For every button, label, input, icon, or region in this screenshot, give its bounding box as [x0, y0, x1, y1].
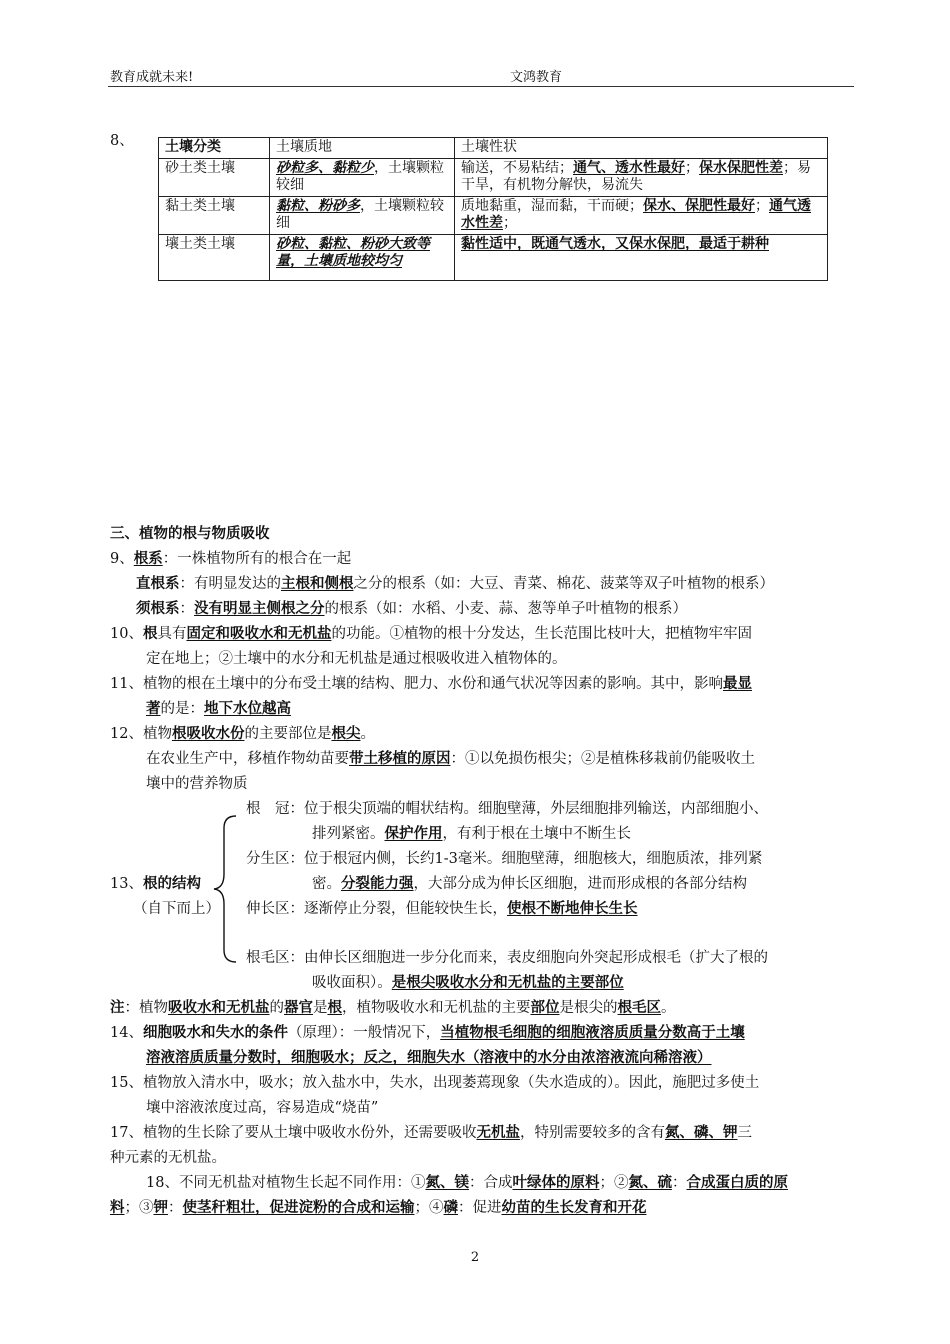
- paragraph-15-cont: 壤中溶液浓度过高，容易造成“烧苗”: [146, 1100, 379, 1116]
- key-phrase: 没有明显主侧根之分: [194, 600, 325, 617]
- root-hair-row-cont: [312, 971, 624, 995]
- key-phrase: 器官: [284, 999, 313, 1016]
- zone-name: 分生区：: [246, 851, 304, 867]
- props-key: 黏性适中，既通气透水，又保水保肥，最适于耕种: [461, 236, 769, 252]
- key-phrase: 根: [327, 999, 342, 1016]
- key-phrase: 根吸收水份: [171, 725, 245, 742]
- paragraph-10-cont: 定在地上；②土壤中的水分和无机盐是通过根吸收进入植物体的。: [146, 651, 567, 667]
- root-hair-row: [246, 946, 768, 970]
- props-rest: ；易干旱，有机物分解快，易流失: [461, 160, 811, 193]
- header-rule: [108, 86, 854, 87]
- text: （原理）：一般情况下，: [287, 1025, 441, 1041]
- texture-rest: ，土壤颗粒较细: [276, 160, 444, 193]
- soil-type: 黏土类土壤: [159, 197, 270, 235]
- text: ，特别需要较多的含有: [519, 1125, 665, 1141]
- paragraph-14: [110, 1021, 745, 1045]
- paragraph-9: [110, 547, 351, 571]
- text: ，有利于根在土壤中不断生长: [442, 826, 631, 842]
- table-header: 土壤分类: [159, 138, 270, 159]
- key-phrase: 无机盐: [476, 1124, 520, 1141]
- paragraph-14-cont: [146, 1046, 712, 1070]
- text: 吸收面积）。: [312, 975, 392, 991]
- key-phrase: 带土移植的原因: [349, 750, 451, 767]
- props-key: 通气透水性差: [461, 198, 811, 231]
- item-num: 13、: [110, 876, 143, 892]
- text: 是: [313, 1000, 328, 1016]
- soil-props: [455, 159, 828, 197]
- soil-table: [158, 137, 828, 281]
- soil-texture: [270, 197, 455, 235]
- note-label: 注: [110, 999, 125, 1016]
- text: 由伸长区细胞进一步分化而来，表皮细胞向外突起形成根毛（扩大了根的: [304, 950, 768, 966]
- text: 之分的根系（如：大豆、青菜、棉花、菠菜等双子叶植物的根系）: [353, 576, 774, 592]
- text: 的是：: [160, 701, 204, 717]
- table-header: 土壤性状: [455, 138, 828, 159]
- props-plain: 质地黏重，湿而黏，干而硬；: [461, 198, 643, 214]
- brace-icon: [210, 814, 240, 964]
- key-phrase: 使根不断地伸长生长: [507, 900, 638, 917]
- key-phrase: 是根尖吸收水分和无机盐的主要部位: [391, 974, 624, 991]
- props-plain: 输送，不易粘结；: [461, 160, 573, 176]
- text: ：促进: [458, 1200, 502, 1216]
- text: 的功能。①植物的根十分发达，生长范围比枝叶大，把植物牢牢固: [331, 626, 752, 642]
- paragraph-15: 15、植物放入清水中，吸水；放入盐水中，失水，出现萎蔫现象（失水造成的）。因此，施肥过多使土: [110, 1075, 760, 1091]
- text: 位于根冠内侧，长约1-3毫米。细胞壁薄，细胞核大，细胞质浓，排列紧: [304, 851, 763, 867]
- term: 根系: [133, 550, 163, 567]
- key-phrase: 合成蛋白质的原: [686, 1174, 788, 1191]
- table-row: [159, 197, 828, 235]
- item-num: 14、: [110, 1025, 143, 1041]
- key-phrase: 保护作用: [384, 825, 443, 842]
- elongation-row: [246, 897, 638, 921]
- texture-key: 砂粒、黏粒、粉砂大致等量，土壤质地较均匀: [276, 236, 430, 269]
- key-phrase: 幼苗的生长发育和开花: [501, 1199, 647, 1216]
- text: 的根系（如：水稻、小麦、蒜、葱等单子叶植物的根系）: [324, 601, 687, 617]
- text: 11、植物的根在土壤中的分布受土壤的结构、肥力、水份和通气状况等因素的影响。其中，影响: [110, 676, 723, 692]
- text: ，植物吸收水和无机盐的主要: [342, 1000, 531, 1016]
- soil-props: [455, 197, 828, 235]
- props-rest: ；: [503, 215, 517, 231]
- text: ：合成: [468, 1175, 513, 1191]
- text: 排列紧密。: [312, 826, 385, 842]
- paragraph-9b: [136, 597, 687, 621]
- text: 逐渐停止分裂，但能较快生长，: [304, 901, 507, 917]
- key-phrase: 溶液溶质质量分数时，细胞吸水；反之，细胞失水（溶液中的水分由浓溶液流向稀溶液）: [146, 1049, 712, 1066]
- texture-key: 黏粒、粉砂多: [276, 198, 360, 214]
- term: 须根系: [136, 600, 180, 617]
- paragraph-11: [110, 672, 752, 696]
- meristem-row: [246, 847, 762, 871]
- props-sep: ；: [685, 160, 699, 176]
- paragraph-10: [110, 622, 752, 646]
- text: ：有明显发达的: [179, 576, 281, 592]
- page-number: 2: [470, 1250, 480, 1265]
- zone-name: 根毛区：: [246, 950, 304, 966]
- header-center: 文鸿教育: [510, 70, 563, 85]
- item-num: 10、: [110, 626, 143, 642]
- text: ；③: [124, 1200, 154, 1216]
- paragraph-13-title: [110, 872, 201, 896]
- root-cap-row: [246, 797, 768, 821]
- key-phrase: 固定和吸收水和无机盐: [186, 625, 332, 642]
- key-phrase: 主根和侧根: [281, 575, 354, 592]
- paragraph-18: [146, 1171, 788, 1195]
- paragraph-17-cont: 种元素的无机盐。: [110, 1150, 226, 1166]
- header-left: 教育成就未来!: [110, 70, 194, 85]
- term: 直根系: [136, 575, 180, 592]
- key-phrase: 氮、硫: [628, 1174, 672, 1191]
- text: 12、植物: [110, 726, 172, 742]
- paragraph-18-cont: [110, 1196, 647, 1220]
- paragraph-11-cont: [146, 697, 291, 721]
- key-phrase: 著: [146, 700, 161, 717]
- text: 17、植物的生长除了要从土壤中吸收水份外，还需要吸收: [110, 1125, 477, 1141]
- key-phrase: 根尖: [331, 725, 361, 742]
- text: ，大部分成为伸长区细胞，进而形成根的各部分结构: [413, 876, 747, 892]
- term: 根: [142, 625, 158, 642]
- text: ：①以免损伤根尖；②是植株移栽前仍能吸收土: [450, 751, 755, 767]
- soil-props: [455, 235, 828, 281]
- paragraph-12: [110, 722, 375, 746]
- text: 在农业生产中，移植作物幼苗要: [146, 751, 349, 767]
- text: 位于根尖顶端的帽状结构。细胞壁薄，外层细胞排列输送，内部细胞小、: [304, 801, 768, 817]
- key-phrase: 磷: [443, 1199, 458, 1216]
- soil-type: 砂土类土壤: [159, 159, 270, 197]
- text: 18、不同无机盐对植物生长起不同作用：①: [146, 1175, 426, 1191]
- text: ：: [179, 601, 194, 617]
- section-title: 三、植物的根与物质吸收: [110, 525, 270, 542]
- props-sep: ；: [755, 198, 769, 214]
- key-phrase: 钾: [153, 1199, 168, 1216]
- text: ：: [671, 1175, 687, 1191]
- key-phrase: 最显: [722, 675, 752, 692]
- text: ；②: [599, 1175, 629, 1191]
- texture-rest: ，土壤颗粒较细: [276, 198, 444, 231]
- table-row: [159, 235, 828, 281]
- key-phrase: 叶绿体的原料: [512, 1174, 600, 1191]
- paragraph-12b: [146, 747, 755, 771]
- text: ：一株植物所有的根合在一起: [162, 551, 352, 567]
- text: ：植物: [124, 1000, 168, 1016]
- root-cap-row-cont: [312, 822, 631, 846]
- item-num: 9、: [110, 551, 134, 567]
- text: 是根尖的: [559, 1000, 618, 1016]
- key-phrase: 分裂能力强: [341, 875, 414, 892]
- paragraph-17: [110, 1121, 752, 1145]
- text: 的: [269, 1000, 284, 1016]
- text: 的主要部位是: [244, 726, 332, 742]
- text: 。: [661, 1000, 676, 1016]
- props-key: 保水、保肥性最好: [643, 198, 755, 214]
- text: 具有: [157, 626, 187, 642]
- zone-name: 根 冠：: [246, 801, 304, 817]
- key-phrase: 地下水位越高: [204, 700, 291, 717]
- text: 三: [737, 1125, 752, 1141]
- key-phrase: 使茎秆粗壮，促进淀粉的合成和运输: [182, 1199, 415, 1216]
- text: 。: [360, 726, 375, 742]
- term: 根的结构: [142, 875, 201, 892]
- paragraph-13-order: （自下而上）: [133, 901, 220, 917]
- term: 细胞吸水和失水的条件: [142, 1024, 288, 1041]
- meristem-row-cont: [312, 872, 747, 896]
- note: [110, 996, 676, 1020]
- key-phrase: 当植物根毛细胞的细胞液溶质质量分数高于土壤: [440, 1024, 745, 1041]
- key-phrase: 吸收水和无机盐: [168, 999, 270, 1016]
- text: ；④: [414, 1200, 444, 1216]
- table-row: [159, 159, 828, 197]
- props-key: 通气、透水性最好: [573, 160, 685, 176]
- texture-key: 砂粒多、黏粒少: [276, 160, 374, 176]
- key-phrase: 部位: [530, 999, 560, 1016]
- text: ：: [168, 1200, 183, 1216]
- table-header-row: [159, 138, 828, 159]
- paragraph-9a: [136, 572, 774, 596]
- text: 密。: [312, 876, 341, 892]
- zone-name: 伸长区：: [246, 901, 304, 917]
- table-header: 土壤质地: [270, 138, 455, 159]
- key-phrase: 氮、磷、钾: [664, 1124, 738, 1141]
- key-phrase: 氮、镁: [425, 1174, 469, 1191]
- key-phrase: 根毛区: [617, 999, 661, 1016]
- props-key: 保水保肥性差: [699, 160, 783, 176]
- key-phrase: 料: [110, 1199, 125, 1216]
- item-8-label: 8、: [110, 133, 134, 149]
- soil-type: 壤土类土壤: [159, 235, 270, 281]
- soil-texture: [270, 235, 455, 281]
- paragraph-12b-cont: 壤中的营养物质: [146, 776, 248, 792]
- soil-texture: [270, 159, 455, 197]
